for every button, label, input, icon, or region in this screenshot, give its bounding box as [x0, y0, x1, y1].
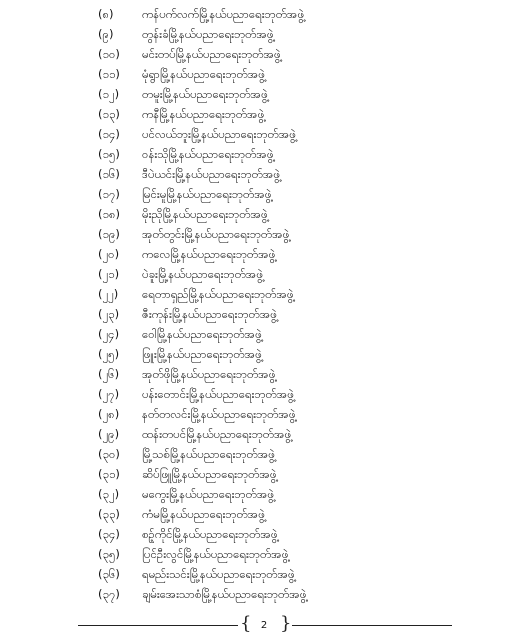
list-item-name: မကွေးမြို့နယ်ပညာရေးဘုတ်အဖွဲ့ — [142, 487, 274, 501]
list-item — [98, 124, 478, 144]
list-item — [98, 244, 478, 264]
footer-rule-right — [292, 625, 452, 626]
list-item-name: ကလေမြို့နယ်ပညာရေးဘုတ်အဖွဲ့ — [142, 247, 276, 261]
list-item-name: ပင်လယ်ဘူးမြို့နယ်ပညာရေးဘုတ်အဖွဲ့ — [142, 127, 296, 141]
list-item-name: ကန်ပက်လက်မြို့နယ်ပညာရေးဘုတ်အဖွဲ့ — [142, 7, 305, 21]
list-item — [98, 44, 478, 64]
list-item-name: မိုးညိုမြို့နယ်ပညာရေးဘုတ်အဖွဲ့ — [142, 207, 268, 221]
list-item-name: မြင်းမူမြို့နယ်ပညာရေးဘုတ်အဖွဲ့ — [142, 187, 272, 201]
list-item-name: ပဲခူးမြို့နယ်ပညာရေးဘုတ်အဖွဲ့ — [142, 267, 263, 281]
list-item-number: (၂၁) — [98, 267, 120, 281]
list-item-number: (၁၃) — [98, 107, 120, 121]
list-item-number: (၈) — [98, 7, 114, 21]
list-item — [98, 484, 478, 504]
list-item-name: ပြင်ဦးလွင်မြို့နယ်ပညာရေးဘုတ်အဖွဲ့ — [142, 547, 289, 561]
list-item-number: (၁၆) — [98, 167, 120, 181]
list-item-name: ရမည်းသင်းမြို့နယ်ပညာရေးဘုတ်အဖွဲ့ — [142, 567, 295, 581]
list-item-number: (၁၂) — [98, 87, 120, 101]
list-item-number: (၁၁) — [98, 67, 120, 81]
list-item-number: (၃၀) — [98, 447, 120, 461]
list-item-name: အုတ်ဖိုမြို့နယ်ပညာရေးဘုတ်အဖွဲ့ — [142, 367, 276, 381]
list-item-name: ဆိပ်ဖြူမြို့နယ်ပညာရေးဘုတ်အဖွဲ့ — [142, 467, 277, 481]
footer-brace-right: } — [280, 613, 292, 634]
list-item-number: (၃၆) — [98, 567, 120, 581]
list-item-name: ပန်းတောင်းမြို့နယ်ပညာရေးဘုတ်အဖွဲ့ — [142, 387, 294, 401]
list-item-number: (၁၄) — [98, 127, 120, 141]
list-item-number: (၁၇) — [98, 187, 120, 201]
list-item-name: တွန်းခံမြို့နယ်ပညာရေးဘုတ်အဖွဲ့ — [142, 27, 274, 41]
list-item — [98, 104, 478, 124]
list-item-number: (၂၄) — [98, 327, 120, 341]
list-item — [98, 4, 478, 24]
list-item — [98, 84, 478, 104]
list-item — [98, 64, 478, 84]
list-item — [98, 304, 478, 324]
list-item — [98, 564, 478, 584]
list-item-number: (၂၀) — [98, 247, 120, 261]
list-item-name: ဒီပဲယင်းမြို့နယ်ပညာရေးဘုတ်အဖွဲ့ — [142, 167, 280, 181]
list-item-number: (၁၅) — [98, 147, 120, 161]
list-item-number: (၂၉) — [98, 427, 120, 441]
list-item-number: (၂၆) — [98, 367, 120, 381]
list-item — [98, 24, 478, 44]
list-item — [98, 584, 478, 604]
list-item — [98, 364, 478, 384]
list-item-name: ဝေါမြို့နယ်ပညာရေးဘုတ်အဖွဲ့ — [142, 327, 262, 341]
list-item-name: ကနီမြို့နယ်ပညာရေးဘုတ်အဖွဲ့ — [142, 107, 265, 121]
list-item — [98, 144, 478, 164]
list-item-name: ဝန်းသိုမြို့နယ်ပညာရေးဘုတ်အဖွဲ့ — [142, 147, 274, 161]
list-item-name: ချမ်းအေးသာစံမြို့နယ်ပညာရေးဘုတ်အဖွဲ့ — [142, 587, 307, 601]
list-item-number: (၃၃) — [98, 507, 120, 521]
list-item-number: (၂၇) — [98, 387, 120, 401]
list-item-number: (၁၈) — [98, 207, 121, 221]
list-item — [98, 224, 478, 244]
list-item-number: (၃၅) — [98, 547, 120, 561]
list-item — [98, 164, 478, 184]
township-education-board-list — [98, 4, 478, 604]
list-item — [98, 504, 478, 524]
page-number: 2 — [260, 620, 268, 631]
list-item-number: (၃၁) — [98, 467, 120, 481]
list-item — [98, 524, 478, 544]
list-item-number: (၂၃) — [98, 307, 120, 321]
list-item — [98, 204, 478, 224]
list-item-number: (၉) — [98, 27, 114, 41]
list-item-name: မုံရွာမြို့နယ်ပညာရေးဘုတ်အဖွဲ့ — [142, 67, 265, 81]
list-item-name: ရေတာရှည်မြို့နယ်ပညာရေးဘုတ်အဖွဲ့ — [142, 287, 294, 301]
list-item-name: မင်းတပ်မြို့နယ်ပညာရေးဘုတ်အဖွဲ့ — [142, 47, 281, 61]
list-item — [98, 404, 478, 424]
list-item-number: (၂၈) — [98, 407, 120, 421]
footer-brace-left: { — [240, 613, 252, 634]
footer-rule-left — [78, 625, 238, 626]
list-item-number: (၃၄) — [98, 527, 120, 541]
list-item — [98, 544, 478, 564]
list-item-number: (၁၀) — [98, 47, 120, 61]
list-item-name: မြို့သစ်မြို့နယ်ပညာရေးဘုတ်အဖွဲ့ — [142, 447, 275, 461]
page-footer — [0, 613, 529, 636]
list-item-name: တမူးမြို့နယ်ပညာရေးဘုတ်အဖွဲ့ — [142, 87, 268, 101]
list-item-name: ဖြူးမြို့နယ်ပညာရေးဘုတ်အဖွဲ့ — [142, 347, 262, 361]
list-item-number: (၂၅) — [98, 347, 120, 361]
list-item — [98, 344, 478, 364]
list-item-name: စဉ့်ကိုင်မြို့နယ်ပညာရေးဘုတ်အဖွဲ့ — [142, 527, 278, 541]
list-item-number: (၁၉) — [98, 227, 120, 241]
list-item-number: (၂၂) — [98, 287, 119, 301]
list-item — [98, 284, 478, 304]
list-item-number: (၃၇) — [98, 587, 120, 601]
list-item-name: ထန်းတပင်မြို့နယ်ပညာရေးဘုတ်အဖွဲ့ — [142, 427, 292, 441]
list-item — [98, 384, 478, 404]
list-item — [98, 264, 478, 284]
list-item — [98, 424, 478, 444]
list-item-name: ကံမမြို့နယ်ပညာရေးဘုတ်အဖွဲ့ — [142, 507, 265, 521]
list-item — [98, 324, 478, 344]
list-item-name: နတ်တလင်းမြို့နယ်ပညာရေးဘုတ်အဖွဲ့ — [142, 407, 296, 421]
list-item-name: အုတ်တွင်းမြို့နယ်ပညာရေးဘုတ်အဖွဲ့ — [142, 227, 290, 241]
list-item — [98, 464, 478, 484]
list-item — [98, 444, 478, 464]
list-item-name: ဇီးကုန်းမြို့နယ်ပညာရေးဘုတ်အဖွဲ့ — [142, 307, 277, 321]
list-item-number: (၃၂) — [98, 487, 120, 501]
list-item — [98, 184, 478, 204]
